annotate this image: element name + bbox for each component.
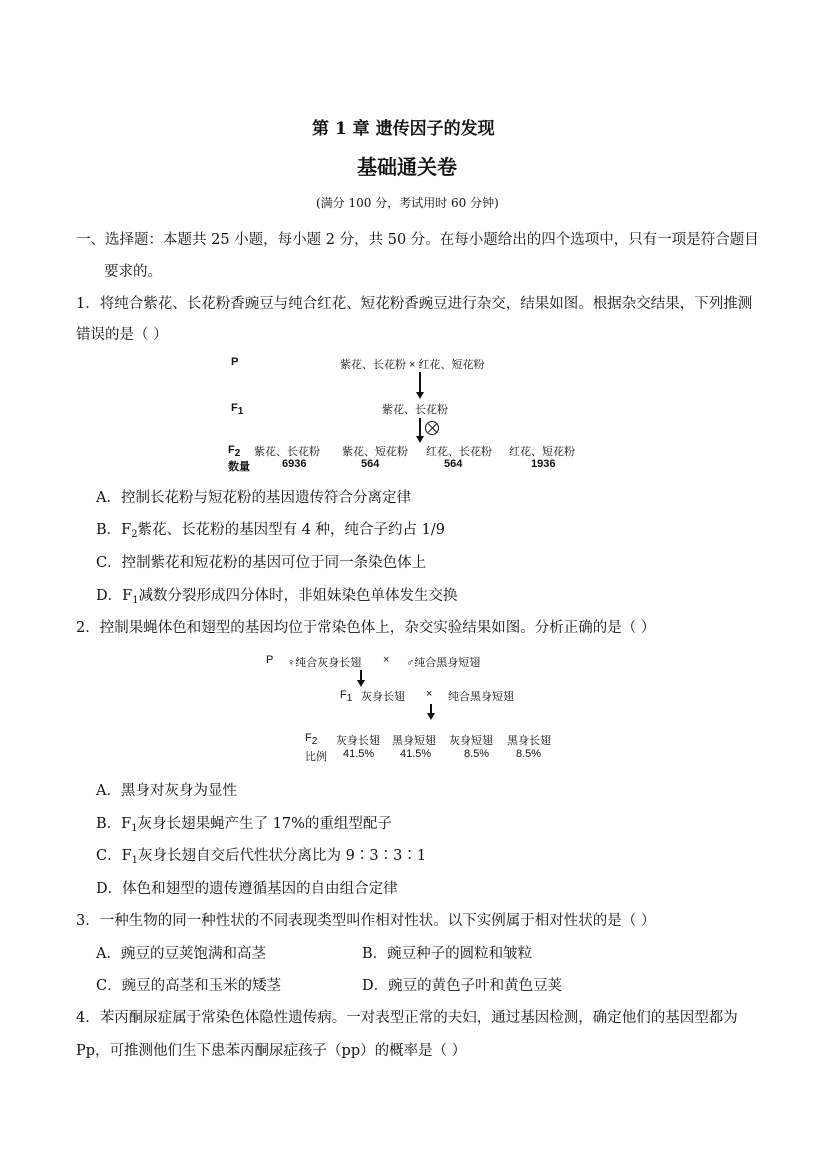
q1-stem-line1: 1．将纯合紫花、长花粉香豌豆与纯合红花、短花粉香豌豆进行杂交，结果如图。根据杂交结果，下列推测	[76, 296, 753, 312]
q1-f2-count: 564	[361, 458, 380, 470]
q2-option-c: C．$F_1$灰身长翅自交后代性状分离比为 9∶3∶3∶1	[96, 848, 427, 866]
q1-arrow-1	[419, 372, 421, 394]
q1-stem-line2: 错误的是（ ）	[76, 327, 168, 343]
selfing-symbol-icon	[425, 421, 439, 435]
q1-f2-phenotype: 红花、短花粉	[509, 446, 575, 458]
q2-p-label: P	[266, 654, 274, 666]
q1-f2-count: 564	[444, 458, 463, 470]
q3-option-b: B．豌豆种子的圆粒和皱粒	[362, 946, 533, 962]
section-instruction-line2: 要求的。	[104, 264, 162, 280]
q1-p-cross: 紫花、长花粉 × 红花、短花粉	[340, 359, 485, 371]
q2-f1-cross: ×	[426, 688, 433, 700]
q1-option-d: D．$F_1$减数分裂形成四分体时，非姐妹染色单体发生交换	[96, 588, 458, 606]
q1-f2-phenotype: 紫花、短花粉	[342, 446, 408, 458]
q3-option-a: A．豌豆的豆荚饱满和高茎	[96, 946, 266, 962]
q1-f2-phenotype: 红花、长花粉	[426, 446, 492, 458]
q1-f2-count: 6936	[282, 458, 307, 470]
q2-option-d: D．体色和翅型的遗传遵循基因的自由组合定律	[96, 881, 398, 897]
q1-count-label: 数量	[228, 461, 250, 473]
q1-p-label: P	[231, 356, 239, 368]
q2-f2-phenotype: 黑身短翅	[392, 735, 436, 747]
q2-f1-cross-with: 纯合黑身短翅	[448, 691, 514, 703]
q2-f2-ratio: 41.5%	[400, 748, 432, 760]
q2-f2-ratio: 41.5%	[343, 748, 375, 760]
q2-option-b: B．$F_1$灰身长翅果蝇产生了 17%的重组型配子	[96, 816, 392, 834]
q2-f2-label: $F_2$	[305, 732, 318, 747]
q1-f2-count: 1936	[531, 458, 556, 470]
q3-stem: 3．一种生物的同一种性状的不同表现类型叫作相对性状。以下实例属于相对性状的是（ ）	[76, 913, 656, 929]
q2-p-female: ♀纯合灰身长翅	[287, 657, 362, 669]
q2-ratio-label: 比例	[305, 751, 327, 763]
q1-f2-label: $F_2$	[228, 444, 241, 459]
page-title: 基础通关卷	[357, 155, 457, 179]
q2-f1-label: $F_1$	[340, 689, 353, 704]
q2-f2-phenotype: 黑身长翅	[507, 735, 551, 747]
section-instruction-line1: 一、选择题：本题共 25 小题，每小题 2 分，共 50 分。在每小题给出的四个选项中，只有一项是符合题目	[76, 232, 759, 248]
q1-f1-value: 紫花、长花粉	[382, 404, 448, 416]
q4-stem-line1: 4．苯丙酮尿症属于常染色体隐性遗传病。一对表型正常的夫妇，通过基因检测，确定他们的基因型都为	[76, 1010, 738, 1026]
q2-f2-phenotype: 灰身长翅	[336, 735, 380, 747]
q2-f2-phenotype: 灰身短翅	[449, 735, 493, 747]
q1-option-c: C．控制紫花和短花粉的基因可位于同一条染色体上	[96, 555, 427, 571]
q4-stem-line2: Pp，可推测他们生下患苯丙酮尿症孩子（pp）的概率是（ ）	[76, 1043, 467, 1059]
q2-p-cross: ×	[383, 654, 390, 666]
q3-option-d: D．豌豆的黄色子叶和黄色豆荚	[362, 978, 563, 994]
q1-f2-phenotype: 紫花、长花粉	[254, 446, 320, 458]
q3-option-c: C．豌豆的高茎和玉米的矮茎	[96, 978, 282, 994]
q1-arrowhead-1	[416, 392, 424, 399]
q2-p-male: ♂纯合黑身短翅	[406, 657, 481, 669]
q2-f2-ratio: 8.5%	[516, 748, 542, 760]
q1-arrow-2	[419, 418, 421, 438]
q1-option-a: A．控制长花粉与短花粉的基因遗传符合分离定律	[96, 490, 411, 506]
q2-arrowhead-1	[357, 680, 365, 687]
q1-arrowhead-2	[416, 436, 424, 443]
chapter-title: 第 1 章 遗传因子的发现	[312, 119, 495, 139]
q2-stem: 2．控制果蝇体色和翅型的基因均位于常染色体上，杂交实验结果如图。分析正确的是（ ）	[76, 620, 656, 636]
q2-f2-ratio: 8.5%	[464, 748, 490, 760]
q2-arrowhead-2	[427, 713, 435, 720]
q1-f1-label: $F_1$	[231, 402, 244, 417]
q2-option-a: A．黑身对灰身为显性	[96, 783, 237, 799]
exam-note: (满分 100 分，考试用时 60 分钟)	[316, 196, 499, 210]
q1-option-b: B．$F_2$紫花、长花粉的基因型有 4 种，纯合子约占 1/9	[96, 522, 445, 540]
q2-f1-value: 灰身长翅	[361, 691, 405, 703]
